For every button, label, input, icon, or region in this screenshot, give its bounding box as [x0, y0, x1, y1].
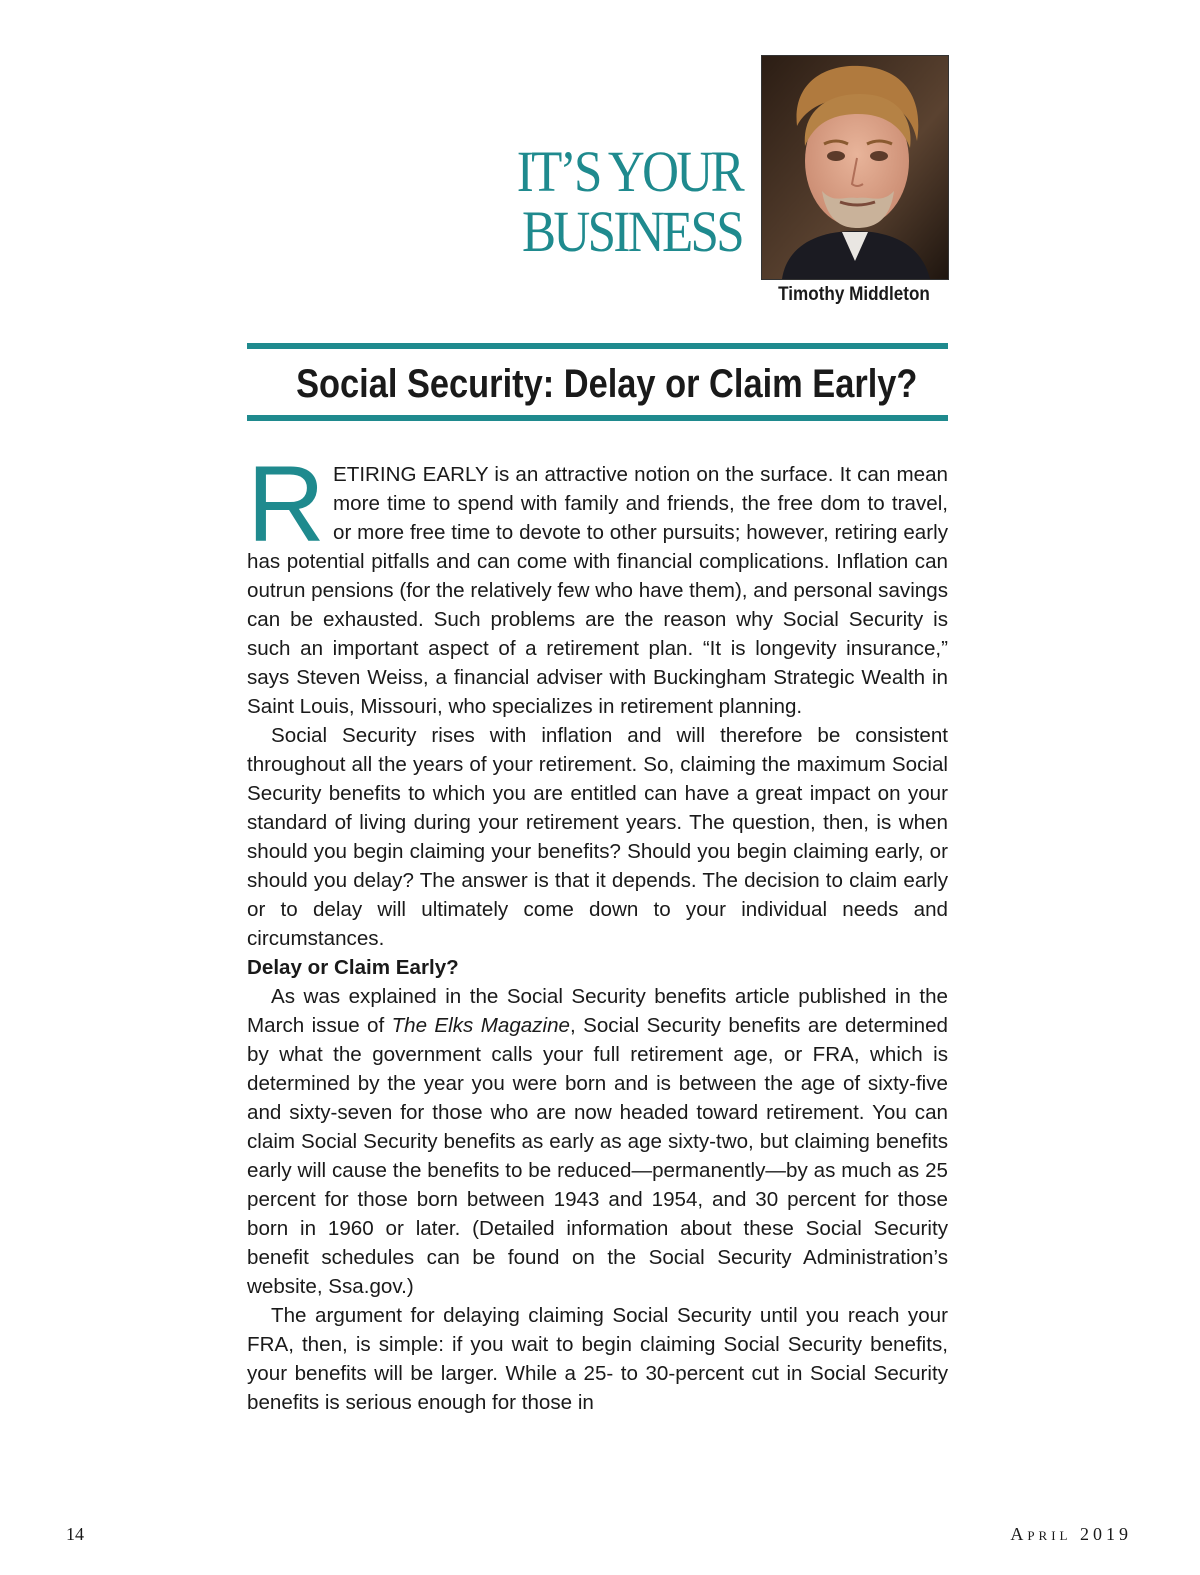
paragraph-1-text: ETIRING EARLY is an attractive notion on the surface. It can mean more time to spend with family and friends, the free dom to travel, or more free time to devote to other pursuits; however, retiring early has potential pitfalls and can come with financial complications. Inflation can outrun pensions (for the relatively few who have them), and personal savings can be exhausted. Such problems are the reason why Social Security is such an important aspect of a retirement plan. “It is longevity insurance,” says Steven Weiss, a financial adviser with Buckingham Strategic Wealth in Saint Louis, Missouri, who specializes in retirement planning.: [247, 463, 948, 718]
author-name: Timothy Middleton: [778, 284, 930, 305]
headline-rule-top: [247, 343, 948, 349]
paragraph-2: Social Security rises with inflation and will therefore be consistent throughout all the years of your retirement. So, claiming the maximum Social Security benefits to which you are entitled can have a great impact on your standard of living during your retirement years. The question, then, is when should you begin claiming your benefits? Should you begin claiming early, or should you delay? The answer is that it depends. The decision to claim early or to delay will ultimately come down to your individual needs and circumstances.: [247, 724, 948, 950]
column-title: [476, 139, 742, 264]
section-subhead: Delay or Claim Early?: [247, 956, 459, 979]
column-title-line2: BUSINESS: [522, 199, 742, 264]
column-title-line1: IT’S YOUR: [516, 139, 742, 204]
magazine-title: The Elks Magazine: [391, 1014, 571, 1037]
paragraph-4: The argument for delaying claiming Social Security until you reach your FRA, then, is simple: if you wait to begin claiming Social Security benefits, your benefits will be larger. While a 25- to 30-percent cut in Social Security benefits is serious enough for those in: [247, 1304, 948, 1414]
paragraph-1: [247, 443, 948, 721]
article-headline: Social Security: Delay or Claim Early?: [296, 362, 918, 406]
drop-cap: R: [247, 443, 325, 564]
paragraph-3: [247, 982, 948, 1301]
headline-rule-bottom: [247, 415, 948, 421]
paragraph-3-text-a: As was explained in the Social Security benefits article published in the March issue of: [247, 985, 948, 1037]
issue-date: April 2019: [1010, 1524, 1132, 1544]
paragraph-3-text-b: , Social Security benefits are determined by what the government calls your full retirement age, or FRA, which is determined by the year you were born and is between the age of sixty-five and sixty-seven for those who are now headed toward retirement. You can claim Social Security benefits as early as age sixty-two, but claiming benefits early will cause the benefits to be reduced—permanently—by as much as 25 percent for those born between 1943 and 1954, and 30 percent for those born in 1960 or later. (Detailed information about these Social Security benefit schedules can be found on the Social Security Administration’s website, Ssa.gov.): [247, 1014, 948, 1298]
page-number: 14: [66, 1524, 84, 1544]
author-photo: [761, 55, 949, 280]
article-body: [247, 443, 948, 1417]
